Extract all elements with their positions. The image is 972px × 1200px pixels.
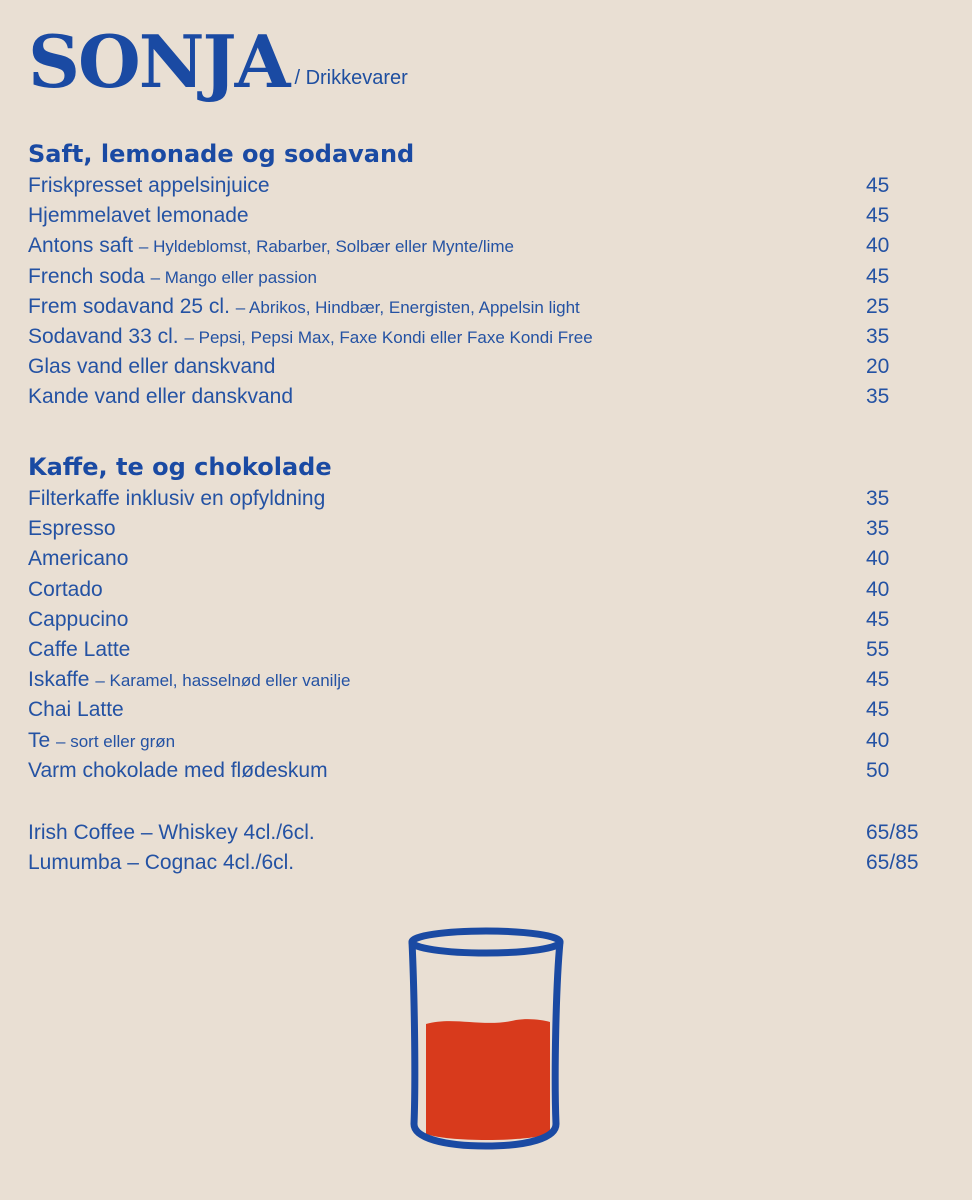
menu-item (28, 352, 926, 382)
item-price: 40 (866, 577, 890, 601)
item-detail: – Pepsi, Pepsi Max, Faxe Kondi eller Faxe Kondi Free (184, 327, 593, 347)
menu-item (28, 848, 926, 878)
item-name: Iskaffe (28, 668, 90, 692)
item-name: Americano (28, 547, 129, 571)
item-price: 40 (866, 234, 890, 258)
item-name: Antons saft (28, 234, 134, 258)
item-detail: – Karamel, hasselnød eller vanilje (95, 671, 351, 691)
item-name: Glas vand eller danskvand (28, 355, 276, 379)
item-price: 50 (866, 758, 890, 782)
item-detail: – Mango eller passion (150, 267, 317, 287)
menu-item (28, 575, 926, 605)
menu-item (28, 756, 926, 786)
item-price: 65/85 (866, 821, 919, 844)
menu-item (28, 726, 926, 756)
item-price: 45 (866, 607, 890, 631)
item-detail: – sort eller grøn (56, 731, 176, 751)
item-price: 45 (866, 264, 890, 288)
menu-item (28, 605, 926, 635)
item-price: 45 (866, 668, 890, 692)
menu-item (28, 322, 926, 352)
item-price: 35 (866, 517, 890, 541)
item-price: 35 (866, 385, 890, 409)
item-name: Varm chokolade med flødeskum (28, 758, 328, 782)
menu-item (28, 818, 926, 848)
item-name: Friskpresset appelsinjuice (28, 174, 270, 197)
menu-item (28, 514, 926, 544)
item-price: 45 (866, 204, 890, 228)
item-price: 35 (866, 487, 890, 510)
menu-item (28, 382, 926, 412)
item-detail: – Hyldeblomst, Rabarber, Solbær eller Mynte/lime (138, 237, 515, 257)
menu-item (28, 544, 926, 574)
menu-header (28, 19, 408, 104)
item-name: Chai Latte (28, 698, 124, 722)
item-name: Filterkaffe inklusiv en opfyldning (28, 487, 326, 510)
item-name: Lumumba – Cognac 4cl./6cl. (28, 851, 295, 875)
item-price: 40 (866, 547, 890, 571)
brand-logo: SONJA (28, 19, 289, 104)
item-price: 35 (866, 324, 890, 348)
glass-icon (404, 924, 568, 1154)
item-name: Espresso (28, 517, 116, 541)
item-name: Sodavand 33 cl. (28, 324, 179, 348)
item-name: Caffe Latte (28, 637, 131, 661)
menu-item (28, 695, 926, 725)
section-title: Kaffe, te og chokolade (28, 453, 332, 481)
item-name: Frem sodavand 25 cl. (28, 294, 230, 318)
menu-item (28, 262, 926, 292)
item-price: 45 (866, 698, 890, 722)
item-name: French soda (28, 264, 145, 288)
item-price: 20 (866, 355, 890, 379)
menu-item (28, 171, 926, 201)
section-soft-drinks (28, 139, 926, 413)
item-name: Hjemmelavet lemonade (28, 204, 249, 228)
item-name: Kande vand eller danskvand (28, 385, 294, 409)
menu-item (28, 231, 926, 261)
menu-item (28, 484, 926, 514)
section-title: Saft, lemonade og sodavand (28, 140, 415, 168)
item-price: 45 (866, 174, 890, 197)
menu-item (28, 292, 926, 322)
menu-item (28, 201, 926, 231)
page-subtitle: / Drikkevarer (294, 67, 408, 89)
item-name: Cappucino (28, 607, 129, 631)
item-name: Te (28, 728, 51, 752)
item-price: 25 (866, 294, 890, 318)
menu-item (28, 665, 926, 695)
section-spirit-coffees (28, 818, 926, 878)
item-detail: – Abrikos, Hindbær, Energisten, Appelsin light (235, 297, 580, 317)
item-name: Cortado (28, 577, 103, 601)
menu-item (28, 635, 926, 665)
item-price: 40 (866, 728, 890, 752)
section-coffee-tea (28, 452, 926, 786)
item-name: Irish Coffee – Whiskey 4cl./6cl. (28, 821, 315, 844)
item-price: 55 (866, 637, 890, 661)
item-price: 65/85 (866, 851, 919, 875)
